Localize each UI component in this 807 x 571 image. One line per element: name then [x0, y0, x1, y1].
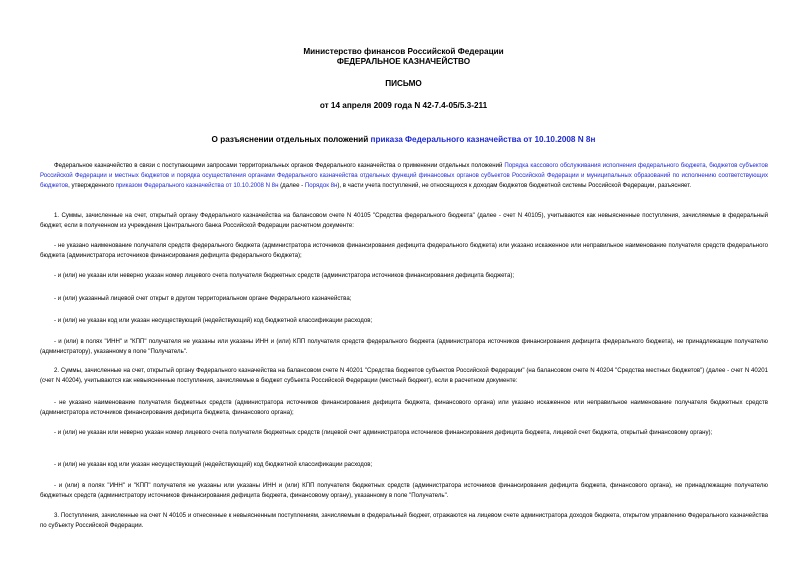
intro-text-2: , утвержденного: [68, 182, 116, 189]
document-type: ПИСЬМО: [385, 79, 422, 88]
order-8n-link[interactable]: приказом Федерального казначейства от 10.10.2008 N 8н: [115, 182, 279, 189]
paragraph-1-item-2: - и (или) не указан или неверно указан номер лицевого счета получателя бюджетных средств (администратора источников финансирования дефицита бюджета);: [54, 272, 515, 279]
paragraph-2-item-4: - и (или) в полях "ИНН" и "КПП" получателя не указаны или указаны ИНН и (или) КПП получателя бюджетных средств (администратора источников финансирования дефицита бюджета, финансового органа), не принадлежащие получателю бюджетных средств (администратору источников финансирования дефицита бюджета, финансовому органу), указанному в поле "Получатель".: [40, 482, 768, 499]
paragraph-1-item-1: - не указано наименование получателя средств федерального бюджета (администратора источников финансирования дефицита федерального бюджета) или указано искаженное или неправильное наименование получателя средств федерального бюджета (администратора источников финансирования дефицита федерального бюджета);: [40, 242, 768, 259]
title-order-link[interactable]: приказа Федерального казначейства от 10.10.2008 N 8н: [370, 135, 596, 144]
treasury-name: ФЕДЕРАЛЬНОЕ КАЗНАЧЕЙСТВО: [336, 57, 471, 66]
title-text: О разъяснении отдельных положений: [211, 135, 371, 144]
paragraph-2-item-1: - не указано наименование получателя бюджетных средств (администратора источников финансирования дефицита бюджета, финансового органа) или указано искаженное или неправильное наименование получателя бюджетных средств (администратора источников финансирования дефицита бюджета, финансового органа);: [40, 399, 768, 416]
procedure-link[interactable]: Порядка кассового обслуживания исполнения федерального бюджета, бюджетов субъектов Российской Федерации и местных бюджетов и порядка осуществления органами Федерального казначейства отдельных функций финансовых органов субъектов Российской Федерации и муниципальных образований по исполнению соответствующих бюджетов: [40, 162, 768, 189]
paragraph-2: 2. Суммы, зачисленные на счет, открытый органу Федерального казначейства на балансовом счете N 40201 "Средства бюджетов субъектов Российской Федерации" (на балансовом счете N 40204 "Средства местных бюджетов") (далее - счет N 40201 (счет N 40204), учитываются как невыясненные поступления, зачисляемые в бюджет субъекта Российской Федерации (местный бюджет), если в расчетном документе:: [40, 367, 768, 384]
paragraph-1-item-5: - и (или) в полях "ИНН" и "КПП" получателя не указаны или указаны ИНН и (или) КПП получателя средств федерального бюджета (администратора источников финансирования дефицита федерального бюджета), не принадлежащие получателю (администратору), указанному в поле "Получатель".: [40, 338, 768, 355]
intro-paragraph: [40, 161, 768, 191]
intro-text-1: Федеральное казначейство в связи с поступающими запросами территориальных органов Федерального казначейства о применении отдельных положений: [54, 162, 505, 169]
ministry-name: Министерство финансов Российской Федерации: [303, 47, 504, 56]
document-date-number: от 14 апреля 2009 года N 42-7.4-05/5.3-211: [319, 101, 488, 110]
paragraph-3: 3. Поступления, зачисленные на счет N 40105 и отнесенные к невыясненным поступлениям, зачисляемым в федеральный бюджет, отражаются на лицевом счете администратора доходов бюджета, открытом управлению Федерального казначейства по субъекту Российской Федерации.: [40, 512, 768, 529]
paragraph-2-item-3: - и (или) не указан код или указан несуществующий (недействующий) код бюджетной классификации расходов;: [54, 461, 373, 468]
paragraph-1-item-4: - и (или) не указан код или указан несуществующий (недействующий) код бюджетной классификации расходов;: [54, 317, 373, 324]
paragraph-1-item-3: - и (или) указанный лицевой счет открыт в другом территориальном органе Федерального казначейства;: [54, 295, 352, 302]
intro-text-3: (далее -: [278, 182, 305, 189]
intro-text-4: ), в части учета поступлений, не относящихся к доходам бюджетов бюджетной системы Российской Федерации, разъясняет.: [337, 182, 692, 189]
paragraph-1: 1. Суммы, зачисленные на счет, открытый органу Федерального казначейства на балансовом счете N 40105 "Средства федерального бюджета" (далее - счет N 40105), учитываются как невыясненные поступления, зачисляемые в федеральный бюджет, если в полученном из учреждения Центрального банка Российской Федерации расчетном документе:: [40, 212, 768, 229]
paragraph-2-item-2: - и (или) не указан или неверно указан номер лицевого счета получателя бюджетных средств (лицевой счет администратора источников финансирования дефицита бюджета, лицевой счет бюджета, открытый финансовому органу);: [54, 429, 713, 436]
document-title: [0, 135, 807, 145]
procedure-8n-link[interactable]: Порядок 8н: [304, 182, 338, 189]
